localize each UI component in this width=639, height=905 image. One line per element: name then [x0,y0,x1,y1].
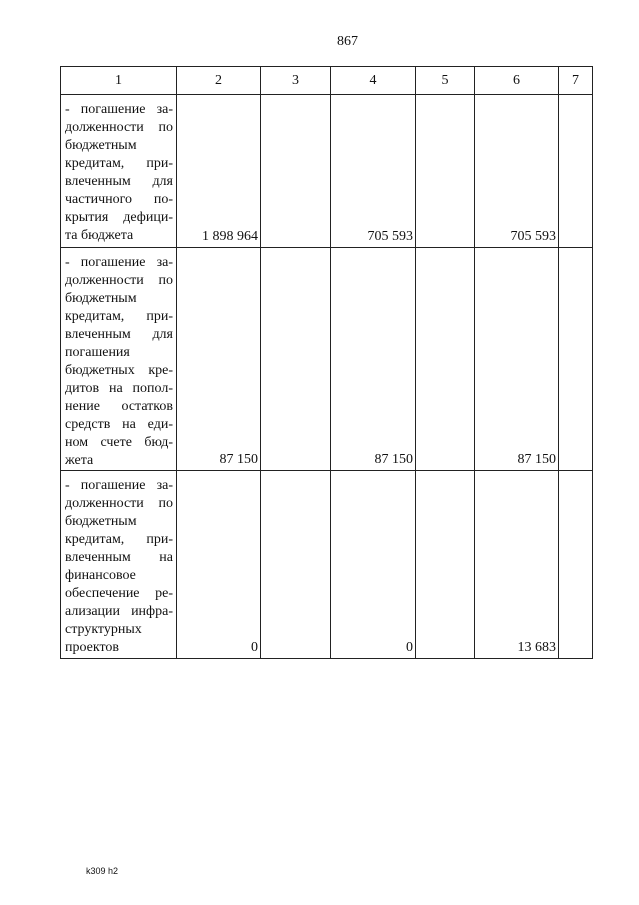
description-line: - погашение за- [65,255,173,270]
value-cell [559,248,593,471]
description-line: крытия дефици- [65,210,173,225]
description-line: частичного по- [65,192,173,207]
description-line: погашения [65,345,130,360]
value-cell [559,471,593,659]
value-cell [416,95,475,248]
column-header: 7 [559,67,593,95]
description-line: влеченным для [65,327,173,342]
value-cell [416,471,475,659]
description-line: - погашение за- [65,102,173,117]
description-line: ном счете бюд- [65,435,173,450]
description-line: долженности по [65,120,173,135]
description-line: структурных [65,622,142,637]
value-cell [261,471,331,659]
value-cell: 705 593 [475,95,559,248]
description-line: жета [65,453,94,468]
row-description [61,248,177,471]
value-cell [559,95,593,248]
row-description [61,471,177,659]
description-line: та бюджета [65,228,134,243]
value-cell: 13 683 [475,471,559,659]
footer-code: k309 h2 [86,866,119,876]
column-header: 5 [416,67,475,95]
row-description [61,95,177,248]
description-line: ализации инфра- [65,604,173,619]
description-line: финансовое [65,568,136,583]
table-row [61,248,593,471]
description-line: - погашение за- [65,478,173,493]
description-line: нение остатков [65,399,173,414]
description-line: кредитам, при- [65,156,173,171]
budget-table [60,66,593,659]
value-cell: 87 150 [331,248,416,471]
column-header: 3 [261,67,331,95]
column-header: 2 [177,67,261,95]
value-cell [261,95,331,248]
column-header: 6 [475,67,559,95]
value-cell: 87 150 [475,248,559,471]
description-line: долженности по [65,496,173,511]
description-line: бюджетных кре- [65,363,173,378]
column-header: 4 [331,67,416,95]
description-line: обеспечение ре- [65,586,173,601]
table-header-row [61,67,593,95]
value-cell: 0 [331,471,416,659]
description-line: бюджетным [65,138,137,153]
value-cell [416,248,475,471]
description-line: влеченным на [65,550,173,565]
value-cell: 705 593 [331,95,416,248]
value-cell [261,248,331,471]
description-line: кредитам, при- [65,532,173,547]
description-line: бюджетным [65,291,137,306]
description-line: долженности по [65,273,173,288]
description-line: проектов [65,640,120,655]
description-line: кредитам, при- [65,309,173,324]
value-cell: 1 898 964 [177,95,261,248]
table-row [61,471,593,659]
description-line: средств на еди- [65,417,173,432]
value-cell: 87 150 [177,248,261,471]
page-number: 867 [337,34,358,49]
table-row [61,95,593,248]
description-line: бюджетным [65,514,137,529]
description-line: влеченным для [65,174,173,189]
value-cell: 0 [177,471,261,659]
column-header: 1 [61,67,177,95]
description-line: дитов на попол- [65,381,173,396]
